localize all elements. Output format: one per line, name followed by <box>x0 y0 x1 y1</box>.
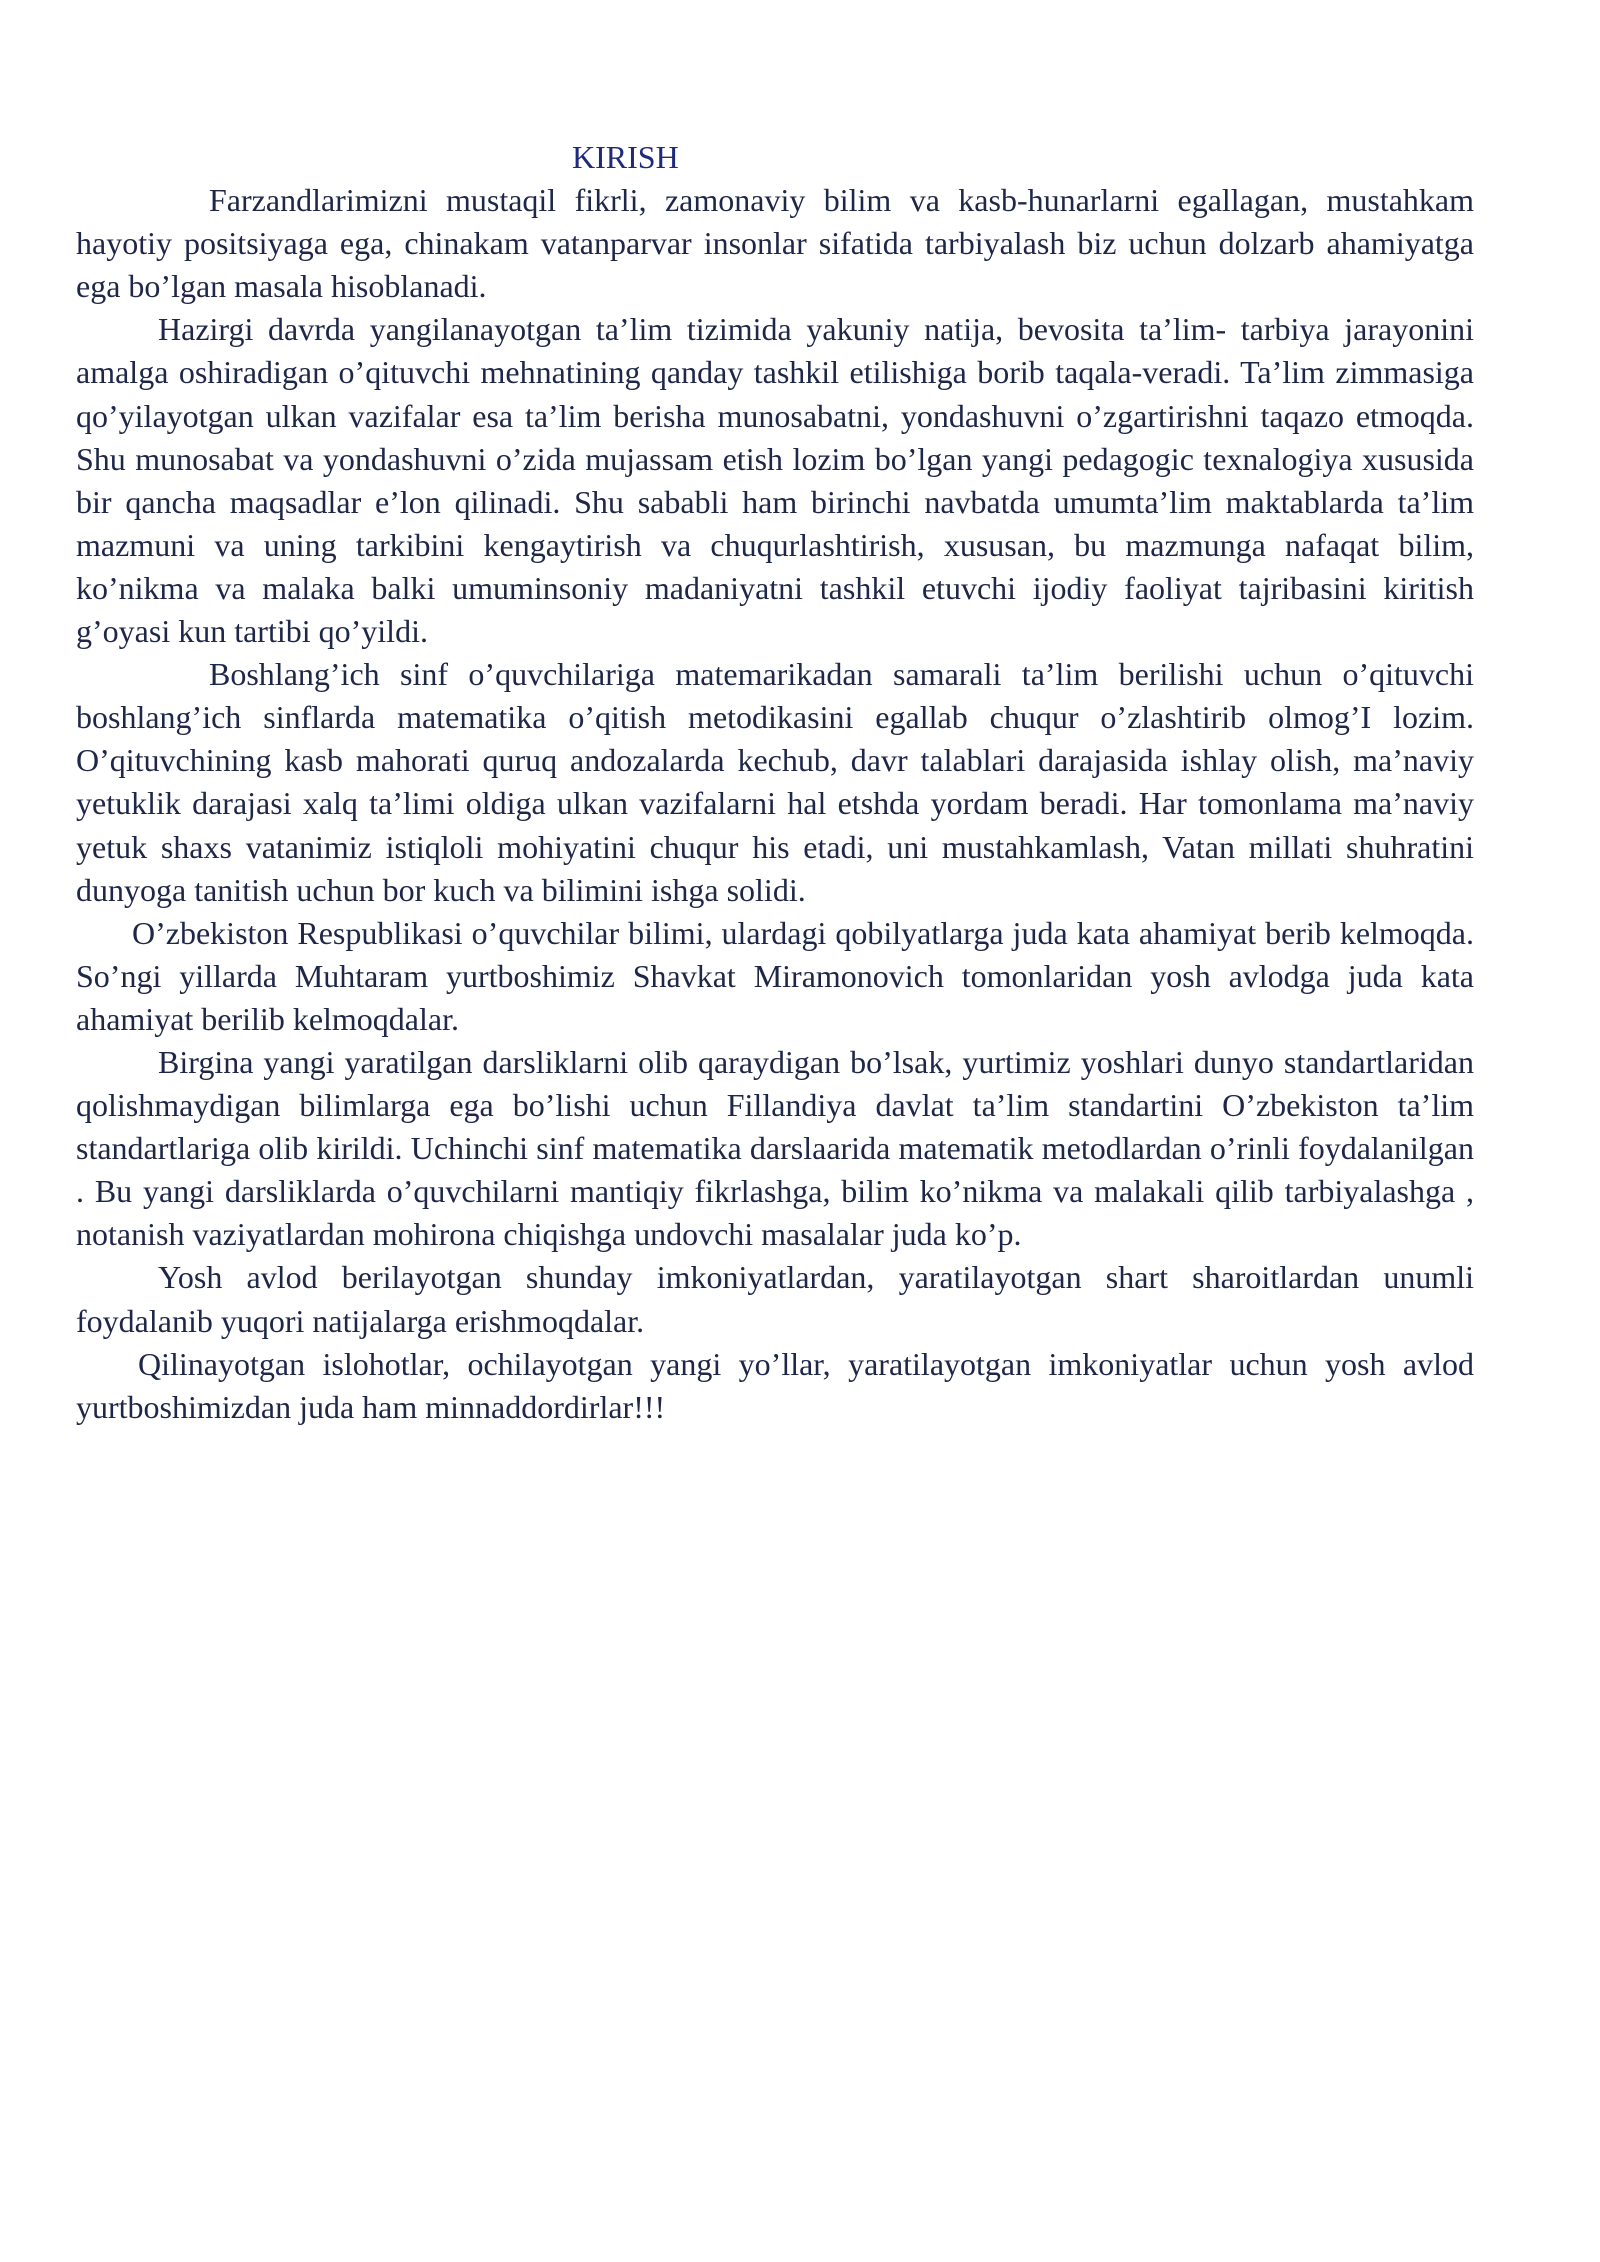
paragraph: Hazirgi davrda yangilanayotgan ta’lim tizimida yakuniy natija, bevosita ta’lim- tarbiya jarayonini amalga oshiradigan o’qituvchi mehnatining qanday tashkil etilishiga borib taqala-veradi. Ta’lim zimmasiga qo’yilayotgan ulkan vazifalar esa ta’lim berisha munosabatni, yondashuvni o’zgartirishni taqazo etmoqda. Shu munosabat va yondashuvni o’zida mujassam etish lozim bo’lgan yangi pedagogic texnalogiya xususida bir qancha maqsadlar e’lon qilinadi. Shu sababli ham birinchi navbatda umumta’lim maktablarda ta’lim mazmuni va uning tarkibini kengaytirish va chuqurlashtirish, xususan, bu mazmunga nafaqat bilim, ko’nikma va malaka balki umuminsoniy madaniyatni tashkil etuvchi ijodiy faoliyat tajribasini kiritish g’oyasi kun tartibi qo’yildi. <box>76 311 1474 650</box>
paragraph: Birgina yangi yaratilgan darsliklarni olib qaraydigan bo’lsak, yurtimiz yoshlari dunyo standartlaridan qolishmaydigan bilimlarga ega bo’lishi uchun Fillandiya davlat ta’lim standartini O’zbekiston ta’lim standartlariga olib kirildi. Uchinchi sinf matematika darslaarida matematik metodlardan o’rinli foydalanilgan . Bu yangi darsliklarda o’quvchilarni mantiqiy fikrlashga, bilim ko’nikma va malakali qilib tarbiyalashga , notanish vaziyatlardan mohirona chiqishga undovchi masalalar juda ko’p. <box>76 1043 1474 1253</box>
paragraph: Qilinayotgan islohotlar, ochilayotgan yangi yo’llar, yaratilayotgan imkoniyatlar uchun yosh avlod yurtboshimizdan juda ham minnaddordirlar!!! <box>76 1345 1474 1425</box>
paragraph: Farzandlarimizni mustaqil fikrli, zamonaviy bilim va kasb-hunarlarni egallagan, mustahkam hayotiy positsiyaga ega, chinakam vatanparvar insonlar sifatida tarbiyalash biz uchun dolzarb ahamiyatga ega bo’lgan masala hisoblanadi. <box>76 182 1474 305</box>
paragraph: Yosh avlod berilayotgan shunday imkoniyatlardan, yaratilayotgan shart sharoitlardan unumli foydalanib yuqori natijalarga erishmoqdalar. <box>76 1259 1474 1339</box>
document-page <box>76 136 1474 1429</box>
paragraph: O’zbekiston Respublikasi o’quvchilar bilimi, ulardagi qobilyatlarga juda kata ahamiyat berib kelmoqda. So’ngi yillarda Muhtaram yurtboshimiz Shavkat Miramonovich tomonlaridan yosh avlodga juda kata ahamiyat berilib kelmoqdalar. <box>76 914 1474 1037</box>
document-title: KIRISH <box>572 139 679 175</box>
paragraph: Boshlang’ich sinf o’quvchilariga matemarikadan samarali ta’lim berilishi uchun o’qituvchi boshlang’ich sinflarda matematika o’qitish metodikasini egallab chuqur o’zlashtirib olmog’I lozim. O’qituvchining kasb mahorati quruq andozalarda kechub, davr talablari darajasida ishlay olish, ma’naviy yetuklik darajasi xalq ta’limi oldiga ulkan vazifalarni hal etshda yordam beradi. Har tomonlama ma’naviy yetuk shaxs vatanimiz istiqloli mohiyatini chuqur his etadi, uni mustahkamlash, Vatan millati shuhratini dunyoga tanitish uchun bor kuch va bilimini ishga solidi. <box>76 656 1474 908</box>
